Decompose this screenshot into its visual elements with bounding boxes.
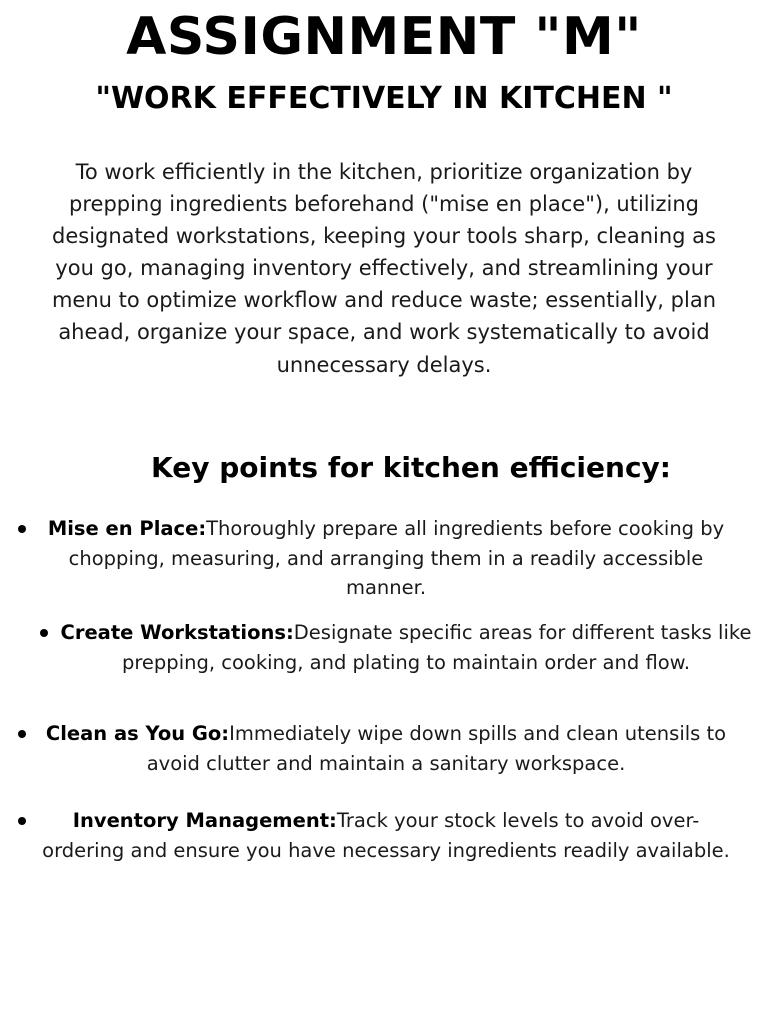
list-item-term: Create Workstations: [60, 621, 294, 644]
intro-paragraph: To work efficiently in the kitchen, prioritize organization by prepping ingredients beforehand ("mise en place"), utilizing designated workstations, keeping your tools sharp, cleaning as you go, managing inventory effectively, and streamlining your menu to optimize workflow and reduce waste; essentially, plan ahead, organize your space, and work systematically to avoid unnecessary delays. [51, 160, 717, 377]
list-item [36, 806, 736, 865]
list-item [36, 514, 736, 603]
key-points-heading: Key points for kitchen efficiency: [151, 451, 671, 484]
list-item [56, 618, 756, 677]
list-item-term: Mise en Place: [47, 517, 207, 540]
list-item-text: Designate specific areas for different tasks like prepping, cooking, and plating to maintain order and flow. [121, 621, 752, 674]
page-title: ASSIGNMENT "M" [126, 7, 642, 67]
list-item-text: Thoroughly prepare all ingredients before cooking by chopping, measuring, and arranging them in a readily accessible manner. [68, 517, 725, 599]
list-item-term: Clean as You Go: [45, 722, 230, 745]
list-item [36, 719, 736, 778]
bullet-icon [18, 817, 26, 825]
list-item-term: Inventory Management: [72, 809, 337, 832]
list-item-text: Track your stock levels to avoid over-ordering and ensure you have necessary ingredients readily available. [42, 809, 730, 862]
page-subtitle: "WORK EFFECTIVELY IN KITCHEN " [95, 81, 673, 116]
list-item-text: Immediately wipe down spills and clean utensils to avoid clutter and maintain a sanitary workspace. [146, 722, 727, 775]
bullet-icon [18, 525, 26, 533]
bullet-icon [40, 629, 48, 637]
bullet-icon [18, 730, 26, 738]
